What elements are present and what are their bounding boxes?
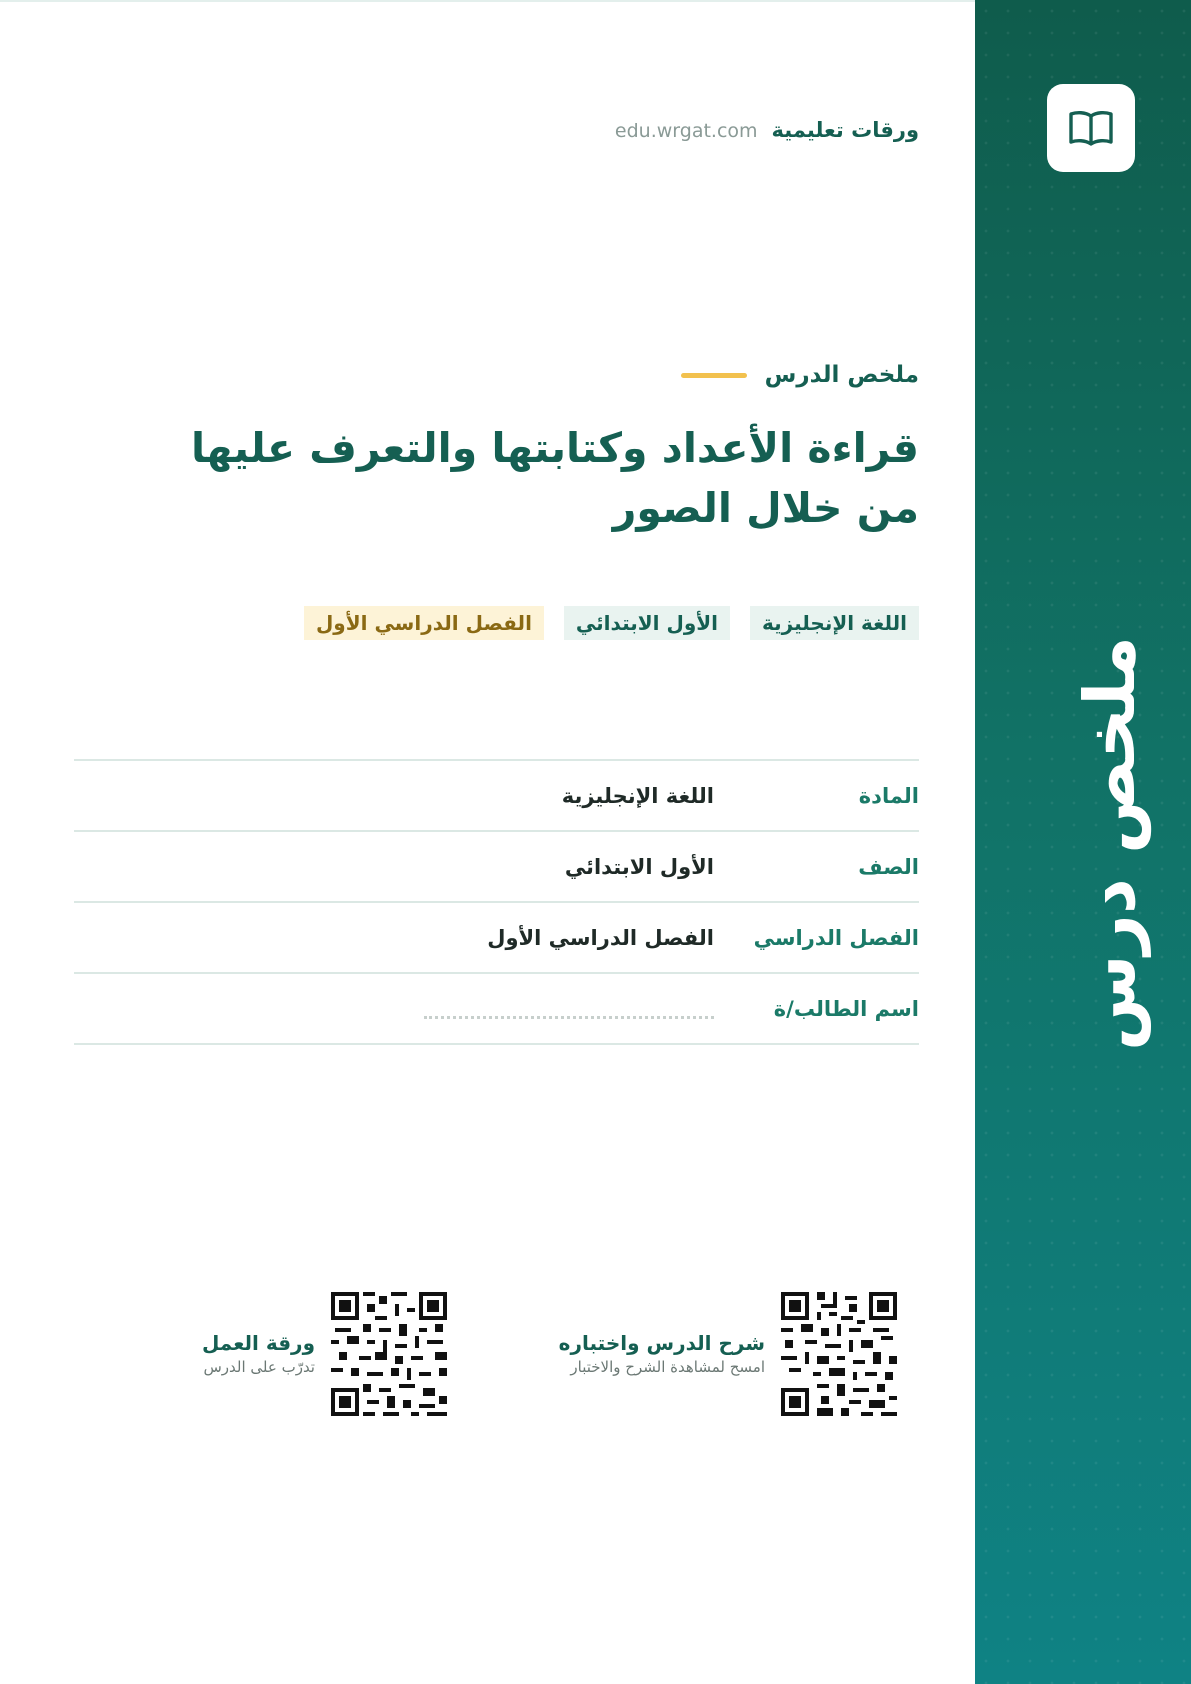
info-table	[74, 759, 919, 1045]
info-row-student-name	[74, 974, 919, 1045]
brand-url[interactable]: edu.wrgat.com	[614, 120, 758, 142]
tag-list	[304, 606, 919, 640]
qr-lesson	[559, 1292, 897, 1416]
student-name-blank[interactable]	[424, 1007, 714, 1019]
tag-grade: الأول الابتدائي	[564, 606, 730, 640]
qr-title: ورقة العمل	[201, 1331, 315, 1355]
accent-line	[681, 373, 747, 378]
info-label: المادة	[858, 783, 919, 808]
info-row-grade	[74, 832, 919, 903]
qr-worksheet	[202, 1292, 447, 1416]
info-value: الفصل الدراسي الأول	[487, 925, 714, 950]
info-label: الفصل الدراسي	[753, 925, 919, 950]
tag-subject: اللغة الإنجليزية	[750, 606, 919, 640]
tag-semester: الفصل الدراسي الأول	[304, 606, 544, 640]
info-label: اسم الطالب/ة	[773, 996, 919, 1021]
qr-caption	[559, 1330, 765, 1378]
eyebrow	[681, 362, 919, 388]
info-value: اللغة الإنجليزية	[561, 783, 714, 808]
open-book-icon	[1068, 108, 1114, 148]
band-title: ملخص درس	[1069, 636, 1151, 1052]
eyebrow-label: ملخص الدرس	[764, 362, 919, 388]
qr-subtitle: امسح لمشاهدة الشرح والاختبار	[570, 1358, 765, 1376]
brand	[615, 118, 919, 142]
qr-caption	[202, 1330, 315, 1378]
info-row-subject	[74, 761, 919, 832]
logo-badge	[1047, 84, 1135, 172]
info-label: الصف	[858, 854, 919, 879]
qr-subtitle: تدرّب على الدرس	[203, 1358, 315, 1376]
info-value: الأول الابتدائي	[564, 854, 714, 879]
top-divider	[0, 0, 975, 2]
info-row-semester	[74, 903, 919, 974]
qr-code-icon[interactable]	[781, 1292, 897, 1416]
page-title: قراءة الأعداد وكتابتها والتعرف عليها من خلال الصور	[191, 424, 919, 532]
qr-code-icon[interactable]	[331, 1292, 447, 1416]
qr-title: شرح الدرس واختباره	[558, 1331, 765, 1355]
side-band	[975, 0, 1191, 1684]
brand-name: ورقات تعليمية	[771, 118, 919, 142]
